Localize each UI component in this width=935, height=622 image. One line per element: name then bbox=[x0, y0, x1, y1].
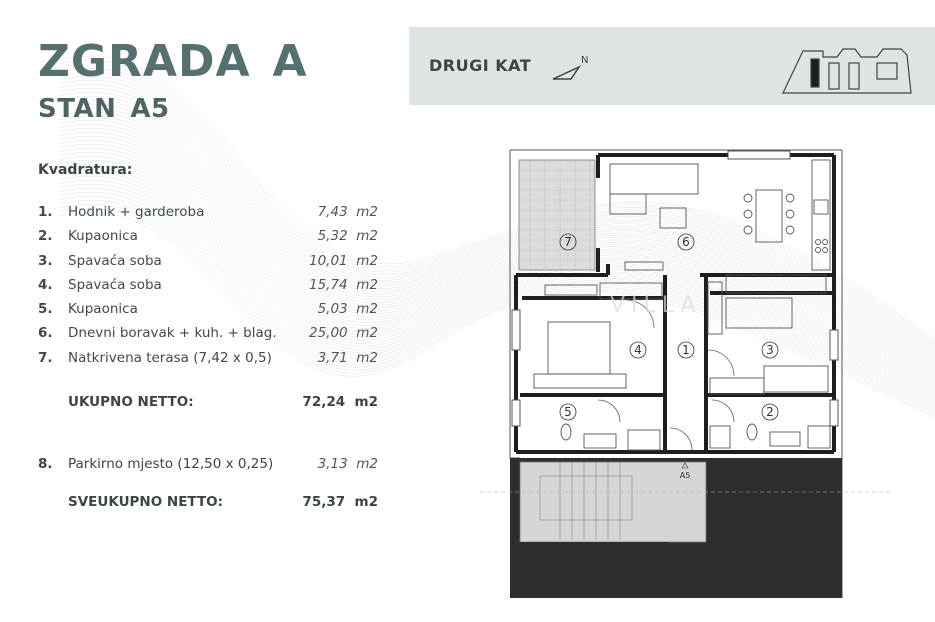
room-area: 3,71 m2 bbox=[317, 349, 378, 366]
watermark: VILLA bbox=[610, 293, 702, 318]
room-number-2: 2 bbox=[766, 405, 774, 419]
room-name: Dnevni boravak + kuh. + blag. bbox=[68, 325, 277, 342]
room-area: 15,74 m2 bbox=[309, 276, 378, 293]
room-number: 4. bbox=[38, 276, 53, 293]
kitchen-counter bbox=[812, 160, 830, 270]
net-total-label: UKUPNO NETTO: bbox=[68, 394, 194, 410]
unit-tag: A5 bbox=[679, 471, 691, 480]
bed-4 bbox=[548, 322, 610, 374]
bath-5-toilet bbox=[561, 424, 571, 440]
room-area: 7,43 m2 bbox=[317, 204, 378, 220]
parking-number: 8. bbox=[38, 456, 53, 472]
room-number-5: 5 bbox=[564, 405, 572, 419]
room-name: Hodnik + garderoba bbox=[68, 204, 205, 220]
room-name: Kupaonica bbox=[68, 301, 138, 318]
parking-value: 3,13 m2 bbox=[317, 456, 378, 472]
room-number-1: 1 bbox=[682, 343, 690, 357]
room-area: 5,03 m2 bbox=[317, 301, 378, 318]
room-name: Natkrivena terasa (7,42 x 0,5) bbox=[68, 349, 272, 366]
parking-name: Parkirno mjesto (12,50 x 0,25) bbox=[68, 456, 274, 472]
coffee-table bbox=[660, 208, 686, 228]
bed-3 bbox=[764, 366, 828, 392]
bath-2-sink bbox=[770, 432, 800, 446]
room-number: 6. bbox=[38, 325, 53, 342]
unit-code: A5 bbox=[130, 94, 170, 124]
bath-2-toilet bbox=[747, 424, 757, 440]
grand-total-label: SVEUKUPNO NETTO: bbox=[68, 494, 224, 510]
dining-table bbox=[756, 190, 782, 242]
floor-label: DRUGI KAT bbox=[429, 56, 532, 75]
room-name: Spavaća soba bbox=[68, 252, 162, 269]
room-area: 10,01 m2 bbox=[309, 252, 378, 269]
net-total-value: 72,24 m2 bbox=[302, 394, 378, 410]
window-right-bottom bbox=[830, 400, 838, 426]
window-left-bottom bbox=[512, 400, 520, 426]
unit-word: STAN bbox=[38, 94, 117, 124]
room-number-3: 3 bbox=[766, 343, 774, 357]
building-word: ZGRADA bbox=[38, 36, 251, 87]
room-name: Kupaonica bbox=[68, 228, 138, 245]
sofa bbox=[610, 164, 698, 194]
building-letter: A bbox=[272, 36, 308, 87]
room-area: 5,32 m2 bbox=[317, 228, 378, 245]
room-number: 2. bbox=[38, 228, 53, 245]
bath-5-sink bbox=[584, 434, 616, 448]
room-area: 25,00 m2 bbox=[309, 325, 378, 342]
room-number: 1. bbox=[38, 204, 53, 220]
bedroom-3-furniture bbox=[708, 282, 828, 394]
stair-core bbox=[520, 462, 706, 542]
tv-unit bbox=[625, 262, 663, 270]
room-number-7: 7 bbox=[564, 235, 572, 249]
room-number-6: 6 bbox=[682, 235, 690, 249]
room-name: Spavaća soba bbox=[68, 276, 162, 293]
window-right-top bbox=[830, 330, 838, 360]
north-letter: N bbox=[581, 55, 589, 66]
room-number-4: 4 bbox=[634, 343, 642, 357]
room-number: 7. bbox=[38, 349, 53, 366]
room-number: 5. bbox=[38, 301, 53, 318]
room-number: 3. bbox=[38, 252, 53, 269]
window-top bbox=[728, 151, 790, 159]
terrace-area bbox=[519, 160, 595, 270]
bathroom-fixtures bbox=[561, 424, 830, 450]
grand-total-value: 75,37 m2 bbox=[302, 494, 378, 510]
window-left-top bbox=[512, 310, 520, 350]
area-heading: Kvadratura: bbox=[38, 162, 133, 178]
